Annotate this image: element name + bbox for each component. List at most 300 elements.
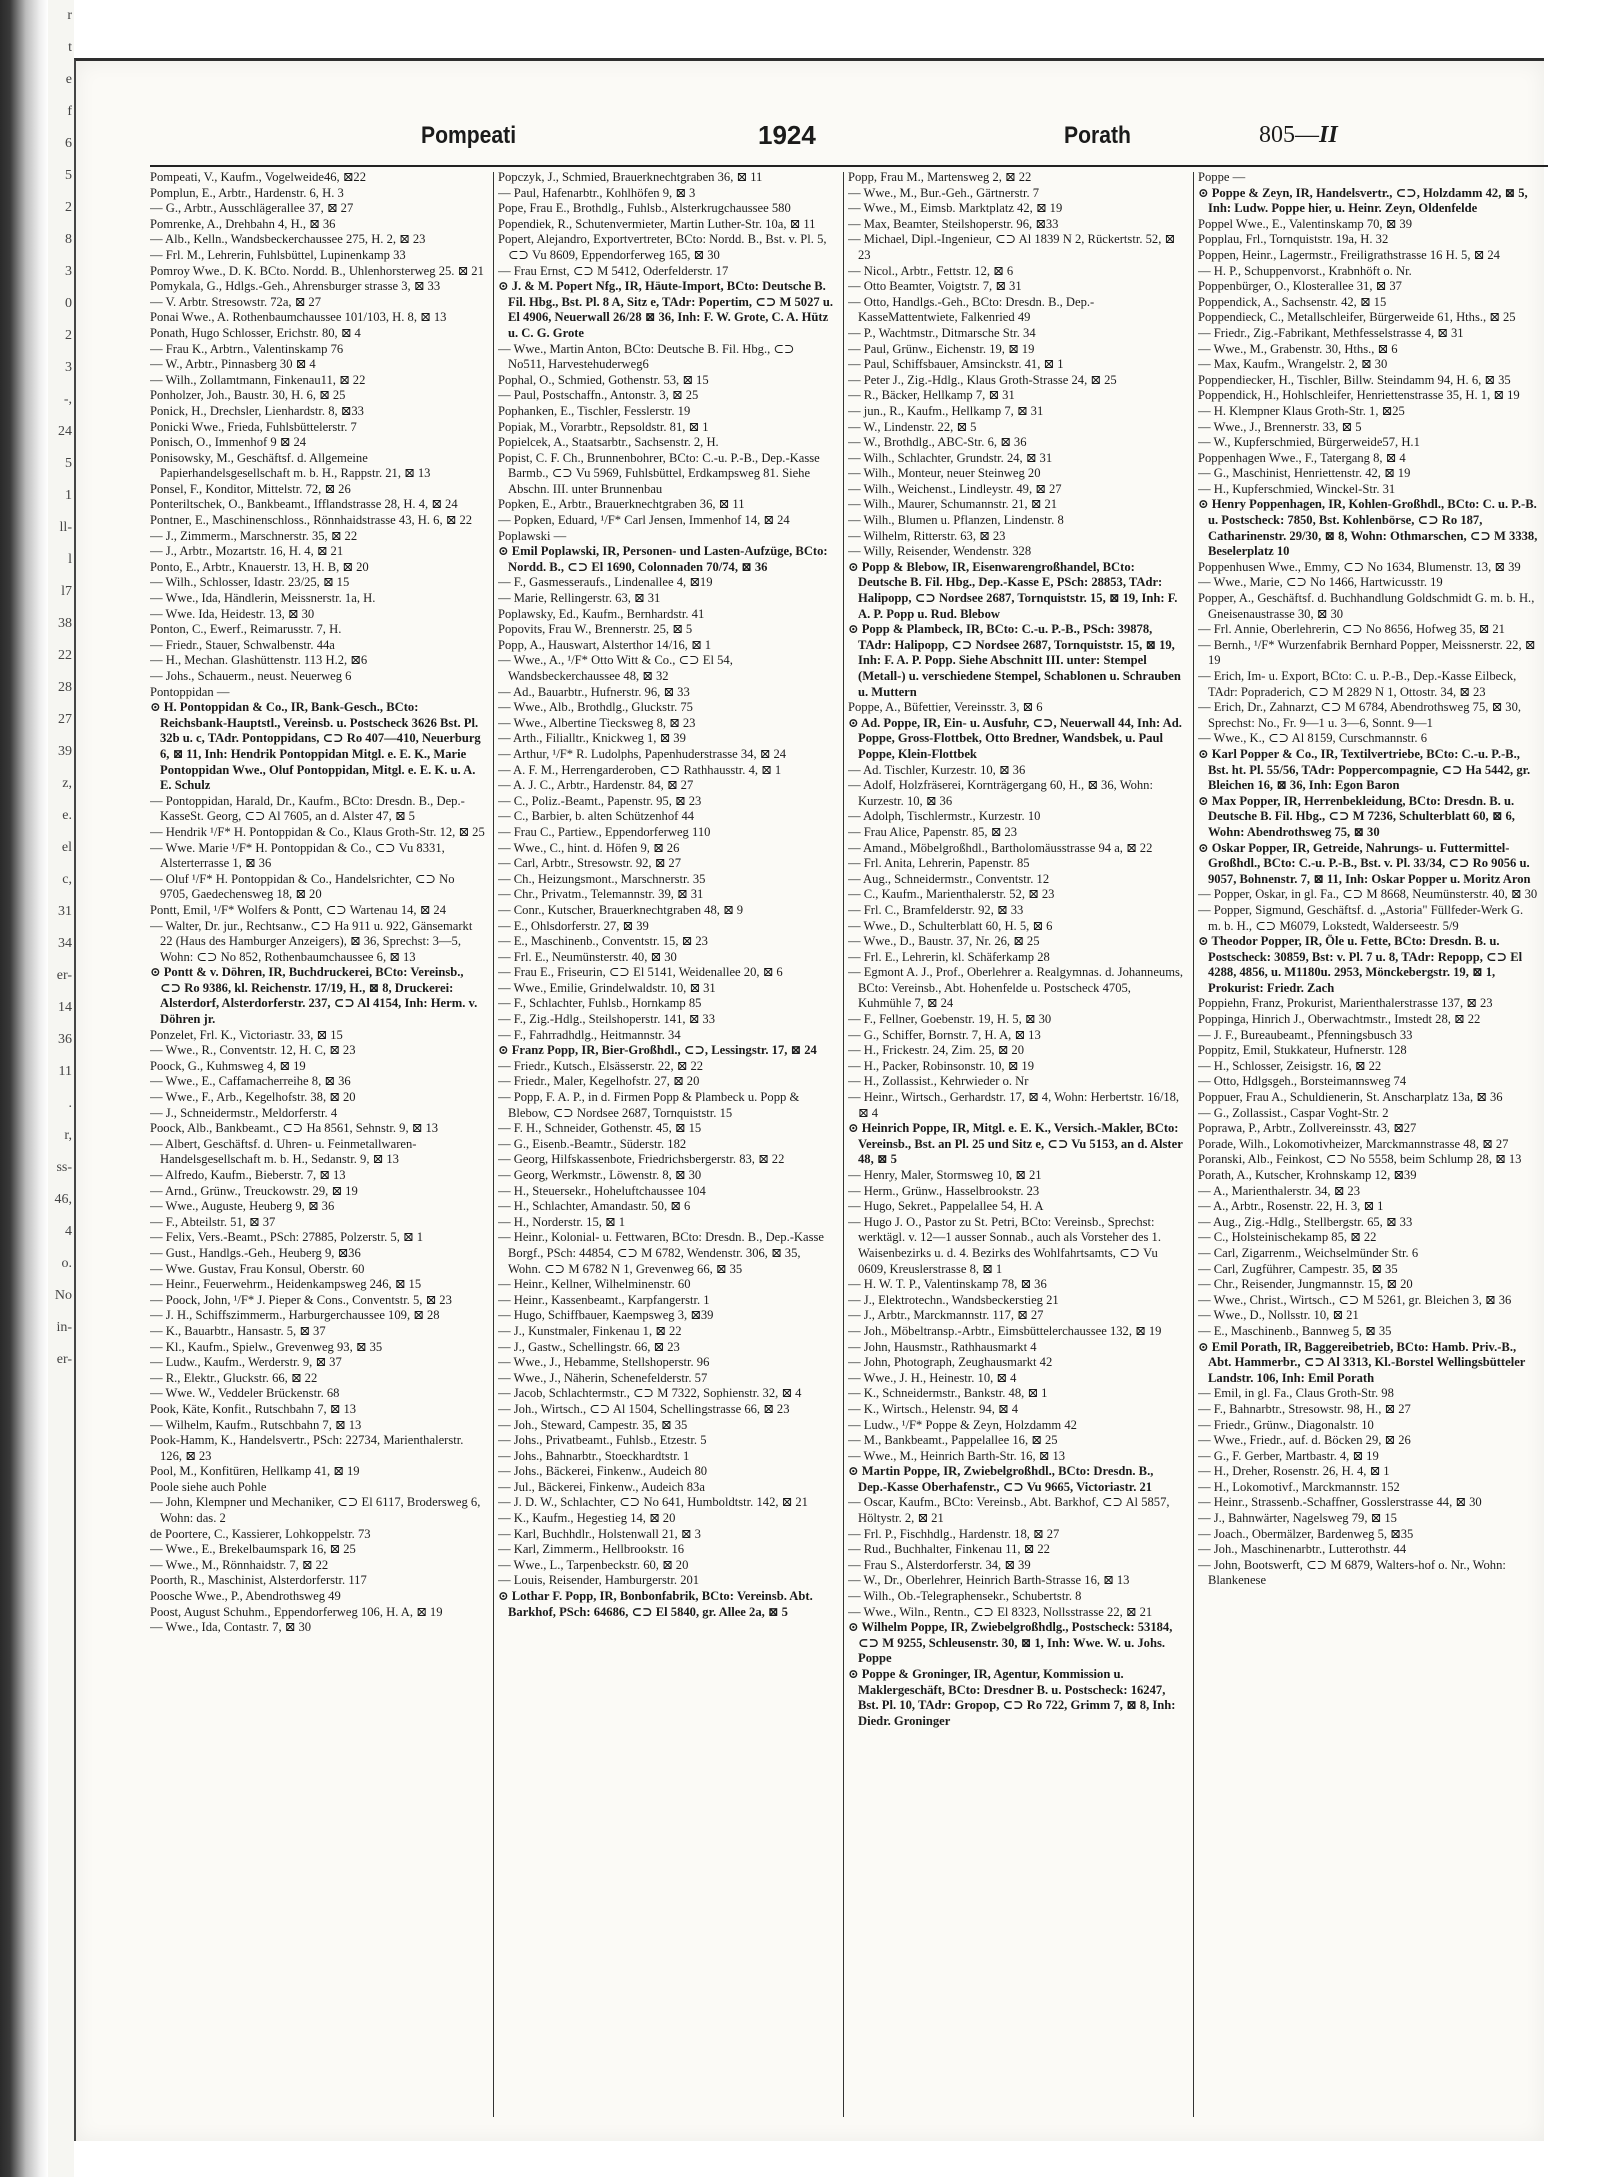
edge-fragment: 2: [65, 200, 72, 215]
directory-entry: — Wwe., Martin Anton, BCto: Deutsche B. Fil. Hbg., ⊂⊃ No511, Harvestehuderweg6: [498, 341, 795, 372]
directory-entry: — G., Eisenb.-Beamtr., Süderstr. 182: [498, 1136, 687, 1151]
directory-entry: Ponto, E., Arbtr., Knauerstr. 13, H. B, ⊠ 20: [150, 559, 369, 574]
directory-entry: — Wilh., Weichenst., Lindleystr. 49, ⊠ 27: [848, 481, 1062, 496]
directory-entry: Pontner, E., Maschinenschloss., Rönnhaidstrasse 43, H. 6, ⊠ 22: [150, 513, 473, 528]
directory-entry: — Kl., Kaufm., Spielw., Grevenweg 93, ⊠ 35: [150, 1339, 383, 1354]
edge-fragment: el: [61, 840, 72, 855]
directory-entry: — Chr., Privatm., Telemannstr. 39, ⊠ 31: [498, 887, 704, 902]
edge-fragment: in-: [56, 1320, 72, 1335]
directory-entry: — Heinr., Kassenbeamt., Karpfangerstr. 1: [498, 1292, 710, 1307]
directory-entry: Poosche Wwe., P., Abendrothsweg 49: [150, 1589, 341, 1604]
edge-fragment: 2: [65, 328, 72, 343]
directory-entry: Pool, M., Konfitüren, Hellkamp 41, ⊠ 19: [150, 1464, 360, 1479]
directory-entry: — Max, Beamter, Steilshoperstr. 96, ⊠33: [848, 216, 1059, 231]
directory-entry: — W., Kupferschmied, Bürgerweide57, H.1: [1198, 435, 1420, 450]
edge-fragment: t: [68, 40, 72, 55]
directory-entry: — H., Schlosser, Zeisigstr. 16, ⊠ 22: [1198, 1058, 1382, 1073]
directory-entry: ⊙ Max Popper, IR, Herrenbekleidung, BCto: Dresdn. B. u. Deutsche B. Fil. Hbg., ⊂⊃ M 7236, Schulterblatt 60, ⊠ 6, Wohn: Abendrothsweg 75, ⊠ 30: [1198, 793, 1515, 839]
edge-fragment: 28: [58, 680, 72, 695]
directory-entry: — Wwe., D., Nollsstr. 10, ⊠ 21: [1198, 1308, 1359, 1323]
directory-entry: — Johs., Schauerm., neust. Neuerweg 6: [150, 669, 352, 683]
directory-entry: — F., Gasmesseraufs., Lindenallee 4, ⊠19: [498, 575, 713, 590]
directory-entry: — Ludw., Kaufm., Werderstr. 9, ⊠ 37: [150, 1355, 342, 1370]
directory-entry: Popp, Frau M., Martensweg 2, ⊠ 22: [848, 170, 1032, 184]
book-binding: [0, 0, 48, 2177]
directory-entry: ⊙ Emil Porath, IR, Baggereibetrieb, BCto: Hamb. Priv.-B., Abt. Hammerbr., ⊂⊃ Al 3313, Kl.-Borstel Wellingsbütteler Landstr. 106, Inh: Emil Porath: [1198, 1339, 1526, 1385]
directory-entry: Poock, Alb., Bankbeamt., ⊂⊃ Ha 8561, Sehnstr. 9, ⊠ 13: [150, 1121, 439, 1136]
directory-entry: — H. P., Schuppenvorst., Krabnhöft o. Nr.: [1198, 263, 1412, 278]
directory-entry: — Alfredo, Kaufm., Bieberstr. 7, ⊠ 13: [150, 1168, 346, 1182]
directory-entry: — Wwe., J. H., Heinestr. 10, ⊠ 4: [848, 1370, 1017, 1385]
directory-entry: — Otto, Handlgs.-Geh., BCto: Dresdn. B., Dep.-KasseMattentwiete, Falkenried 49: [848, 294, 1095, 325]
directory-entry: ⊙ Poppe & Groninger, IR, Agentur, Kommission u. Maklergeschäft, BCto: Dresdner B. u. Postscheck: 16247, Bst. Pl. 10, TAdr: Gropop, ⊂⊃ Ro 722, Grimm 7, ⊠ 8, Inh: Diedr. Groninger: [848, 1667, 1176, 1728]
directory-entry: Poppendick, A., Sachsenstr. 42, ⊠ 15: [1198, 294, 1387, 309]
directory-entry: Ponick, H., Drechsler, Lienhardstr. 8, ⊠33: [150, 403, 364, 418]
directory-entry: — K., Schneidermstr., Bankstr. 48, ⊠ 1: [848, 1386, 1048, 1401]
directory-entry: Poppiehn, Franz, Prokurist, Marienthalerstrasse 137, ⊠ 23: [1198, 996, 1493, 1011]
edge-fragment: o.: [61, 1256, 72, 1271]
directory-entry: Popken, E., Arbtr., Brauerknechtgraben 36, ⊠ 11: [498, 497, 745, 512]
header-rule: [150, 165, 1548, 167]
directory-entry: — Wwe., L., Tarpenbeckstr. 60, ⊠ 20: [498, 1557, 689, 1572]
directory-entry: — P., Wachtmstr., Ditmarsche Str. 34: [848, 325, 1036, 340]
directory-entry: — Wwe., D., Schulterblatt 60, H. 5, ⊠ 6: [848, 918, 1053, 933]
directory-entry: — Bernh., ¹/F* Wurzenfabrik Bernhard Popper, Meissnerstr. 22, ⊠ 19: [1198, 637, 1536, 668]
directory-entry: ⊙ Emil Poplawski, IR, Personen- und Lasten-Aufzüge, BCto: Nordd. B., ⊂⊃ El 1690, Colonnaden 70/74, ⊠ 36: [498, 544, 828, 574]
directory-entry: Poppen, Heinr., Lagermstr., Freiligrathstrasse 16 H. 5, ⊠ 24: [1198, 247, 1500, 262]
directory-entry: Ponisch, O., Immenhof 9 ⊠ 24: [150, 435, 307, 450]
directory-entry: Popp, A., Hauswart, Alsterthor 14/16, ⊠ 1: [498, 637, 712, 652]
directory-entry: — Wwe., Christ., Wirtsch., ⊂⊃ M 5261, gr. Bleichen 3, ⊠ 36: [1198, 1292, 1512, 1307]
directory-entry: ⊙ Henry Poppenhagen, IR, Kohlen-Großhdl., BCto: C. u. P.-B. u. Postscheck: 7850, Bst. Kohlenbörse, ⊂⊃ Ro 187, Catharinenstr. 29/30, ⊠ 8, Wohn: Othmarschen, ⊂⊃ M 3338, Beselerplatz 10: [1198, 497, 1538, 559]
directory-entry: — E., Maschinenb., Bannweg 5, ⊠ 35: [1198, 1323, 1392, 1338]
directory-entry: Pomplun, E., Arbtr., Hardenstr. 6, H. 3: [150, 185, 344, 200]
directory-entry: — F. H., Schneider, Gothenstr. 45, ⊠ 15: [498, 1121, 702, 1136]
directory-entry: — John, Hausmstr., Rathhausmarkt 4: [848, 1339, 1037, 1354]
directory-entry: — Arnd., Grünw., Treuckowstr. 29, ⊠ 19: [150, 1183, 358, 1198]
header-year: 1924: [758, 120, 816, 150]
directory-entry: ⊙ Oskar Popper, IR, Getreide, Nahrungs- u. Futtermittel-Großhdl., BCto: C.-u. P.-B., Bst. v. Pl. 33/34, ⊂⊃ Ro 9056 u. 9057, Bohnenstr. 7, ⊠ 11, Inh: Oskar Popper u. Moritz Aron: [1198, 840, 1531, 886]
directory-entry: Ponsel, F., Konditor, Mittelstr. 72, ⊠ 26: [150, 481, 351, 496]
directory-entry: ⊙ Poppe & Zeyn, IR, Handelsvertr., ⊂⊃, Holzdamm 42, ⊠ 5, Inh: Ludw. Poppe hier, u. Heinr. Zeyn, Oldenfelde: [1198, 185, 1528, 216]
directory-entry: — Wwe., M., Heinrich Barth-Str. 16, ⊠ 13: [848, 1448, 1066, 1463]
directory-entry: — Ludw., ¹/F* Poppe & Zeyn, Holzdamm 42: [848, 1417, 1077, 1432]
directory-entry: Pontt, Emil, ¹/F* Wolfers & Pontt, ⊂⊃ Wartenau 14, ⊠ 24: [150, 902, 447, 917]
directory-entry: — Wwe., J., Hebamme, Stellshoperstr. 96: [498, 1355, 710, 1370]
edge-fragment: -,: [63, 392, 72, 407]
directory-entry: — Wwe., E., Brekelbaumspark 16, ⊠ 25: [150, 1542, 356, 1557]
directory-entry: Ponzelet, Frl. K., Victoriastr. 33, ⊠ 15: [150, 1027, 343, 1042]
directory-entry: — C., Barbier, b. alten Schützenhof 44: [498, 809, 695, 824]
directory-entry: — Friedr., Stauer, Schwalbenstr. 44a: [150, 637, 335, 652]
directory-entry: — Karl, Buchhdlr., Holstenwall 21, ⊠ 3: [498, 1526, 701, 1541]
directory-entry: — Wwe., K., ⊂⊃ Al 8159, Curschmannstr. 6: [1198, 731, 1428, 746]
directory-entry: Poost, August Schuhm., Eppendorferweg 106, H. A, ⊠ 19: [150, 1604, 443, 1619]
directory-entry: Ponicki Wwe., Frieda, Fuhlsbüttelerstr. 7: [150, 419, 357, 434]
directory-entry: — Wwe., M., Rönnhaidstr. 7, ⊠ 22: [150, 1557, 329, 1572]
directory-entry: — Frl. E., Neumünsterstr. 40, ⊠ 30: [498, 949, 677, 964]
directory-entry: — Hugo, Schiffbauer, Kaempsweg 3, ⊠39: [498, 1308, 714, 1323]
header-left-keyword: Pompeati: [421, 122, 517, 149]
directory-entry: — Frl. Annie, Oberlehrerin, ⊂⊃ No 8656, Hofweg 35, ⊠ 21: [1198, 622, 1505, 637]
directory-entry: Poock, G., Kuhmsweg 4, ⊠ 19: [150, 1058, 306, 1073]
directory-entry: ⊙ Heinrich Poppe, IR, Mitgl. e. E. K., Versich.-Makler, BCto: Vereinsb., Bst. an Pl. 25 und Sitz e, ⊂⊃ Vu 5153, an d. Alster 48, ⊠ 5: [848, 1121, 1183, 1167]
directory-entry: — Wilh., Schlosser, Idastr. 23/25, ⊠ 15: [150, 575, 350, 590]
directory-entry: — Wilhelm, Ritterstr. 63, ⊠ 23: [848, 528, 1006, 543]
directory-entry: — G., Zollassist., Caspar Voght-Str. 2: [1198, 1105, 1389, 1120]
directory-entry: — Egmont A. J., Prof., Oberlehrer a. Realgymnas. d. Johanneums, BCto: Vereinsb., Abt. Hohenfelde u. Postscheck 4705, Kuhmühle 7, ⊠ 24: [848, 965, 1184, 1011]
directory-entry: — Wwe., Friedr., auf. d. Böcken 29, ⊠ 26: [1198, 1433, 1411, 1448]
directory-entry: — Frau Alice, Papenstr. 85, ⊠ 23: [848, 824, 1018, 839]
directory-entry: — W., Arbtr., Pinnasberg 30 ⊠ 4: [150, 357, 316, 372]
directory-entry: ⊙ Ad. Poppe, IR, Ein- u. Ausfuhr, ⊂⊃, Neuerwall 44, Inh: Ad. Poppe, Gross-Flottbek, Otto Bredner, Wandsbek, u. Paul Poppe, Klein-Flottbek: [848, 715, 1182, 761]
directory-entry: — H., Dreher, Rosenstr. 26, H. 4, ⊠ 1: [1198, 1464, 1390, 1479]
directory-entry: — Herm., Grünw., Hasselbrookstr. 23: [848, 1183, 1040, 1198]
directory-entry: — Carl, Zigarrenm., Weichselmünder Str. 6: [1198, 1245, 1419, 1260]
directory-entry: — G., Schiffer, Bornstr. 7, H. A, ⊠ 13: [848, 1027, 1041, 1042]
directory-entry: ⊙ H. Pontoppidan & Co., IR, Bank-Gesch., BCto: Reichsbank-Hauptstl., Vereinsb. u. Postscheck 3626 Bst. Pl. 32b u. c, TAdr. Pontoppidans, ⊂⊃ Ro 407—410, Neuerburg 6, ⊠ 11, Inh: Hendrik Pontoppidan Mitgl. e. E. K., Marie Pontoppidan Wwe., Oluf Pontoppidan, Mitgl. e. E. K. u. A. E. Schulz: [150, 700, 481, 793]
directory-entry: Pophanken, E., Tischler, Fesslerstr. 19: [498, 403, 691, 418]
directory-entry: — Wilh., Monteur, neuer Steinweg 20: [848, 466, 1041, 481]
directory-entry: — Popken, Eduard, ¹/F* Carl Jensen, Immenhof 14, ⊠ 24: [498, 513, 790, 528]
edge-fragment: 14: [58, 1000, 72, 1015]
directory-entry: — Otto Beamter, Voigtstr. 7, ⊠ 31: [848, 279, 1022, 294]
directory-entry: — Arthur, ¹/F* R. Ludolphs, Papenhuderstrasse 34, ⊠ 24: [498, 746, 787, 761]
directory-entry: — Jacob, Schlachtermstr., ⊂⊃ M 7322, Sophienstr. 32, ⊠ 4: [498, 1386, 802, 1401]
directory-entry: — Louis, Reisender, Hamburgerstr. 201: [498, 1573, 700, 1588]
directory-entry: — Marie, Rellingerstr. 63, ⊠ 31: [498, 591, 661, 606]
directory-entry: — J., Bahnwärter, Nagelsweg 79, ⊠ 15: [1198, 1511, 1397, 1526]
edge-fragment: 34: [58, 936, 72, 951]
directory-entry: — J., Arbtr., Marckmannstr. 117, ⊠ 27: [848, 1308, 1044, 1323]
directory-entry: — Friedr., Grünw., Diagonalstr. 10: [1198, 1417, 1374, 1432]
directory-entry: — Amand., Möbelgroßhdl., Bartholomäusstrasse 94 a, ⊠ 22: [848, 840, 1153, 855]
directory-entry: — Wwe., Auguste, Heuberg 9, ⊠ 36: [150, 1199, 335, 1214]
directory-entry: — J., Schneidermstr., Meldorferstr. 4: [150, 1105, 338, 1120]
directory-entry: — Frau C., Partiew., Eppendorferweg 110: [498, 824, 711, 839]
directory-entry: — Poock, John, ¹/F* J. Pieper & Cons., Conventstr. 5, ⊠ 23: [150, 1292, 452, 1307]
edge-fragment: er-: [56, 968, 72, 983]
directory-entry: ⊙ Franz Popp, IR, Bier-Großhdl., ⊂⊃, Lessingstr. 17, ⊠ 24: [498, 1043, 817, 1058]
directory-entry: — J. F., Bureaubeamt., Pfenningsbusch 33: [1198, 1027, 1413, 1042]
page-header: [74, 118, 1542, 158]
directory-entry: — Wwe., Albertine Tiecksweg 8, ⊠ 23: [498, 715, 696, 730]
directory-entry: — A. F. M., Herrengarderoben, ⊂⊃ Rathhausstr. 4, ⊠ 1: [498, 762, 782, 777]
directory-entry: Pophal, O., Schmied, Gothenstr. 53, ⊠ 15: [498, 372, 709, 387]
directory-entry: — J., Arbtr., Mozartstr. 16, H. 4, ⊠ 21: [150, 544, 344, 559]
directory-entry: — Aug., Schneidermstr., Conventstr. 12: [848, 871, 1050, 886]
directory-entry: — H., Frickestr. 24, Zim. 25, ⊠ 20: [848, 1043, 1025, 1058]
directory-entry: Poppendieck, C., Metallschleifer, Bürgerweide 61, Hths., ⊠ 25: [1198, 310, 1516, 325]
directory-entry: — H., Zollassist., Kehrwieder o. Nr: [848, 1074, 1029, 1089]
directory-entry: — J., Elektrotechn., Wandsbeckerstieg 21: [848, 1292, 1059, 1307]
directory-entry: — Johs., Bäckerei, Finkenw., Audeich 80: [498, 1464, 708, 1479]
edge-fragment: er-: [56, 1352, 72, 1367]
edge-fragment: 27: [58, 712, 72, 727]
directory-entry: — Willy, Reisender, Wendenstr. 328: [848, 544, 1032, 559]
directory-entry: — Frau E., Friseurin, ⊂⊃ El 5141, Weidenallee 20, ⊠ 6: [498, 965, 783, 980]
directory-entry: — Carl, Zugführer, Campestr. 35, ⊠ 35: [1198, 1261, 1398, 1276]
directory-entry: — Rud., Buchhalter, Finkenau 11, ⊠ 22: [848, 1542, 1050, 1557]
directory-entry: Popert, Alejandro, Exportvertreter, BCto: Nordd. B., Bst. v. Pl. 5, ⊂⊃ Vu 8609, Eppendorferweg 165, ⊠ 30: [498, 232, 827, 262]
directory-entry: Popiak, M., Vorarbtr., Repsoldstr. 81, ⊠ 1: [498, 419, 709, 434]
directory-entry: — Oscar, Kaufm., BCto: Vereinsb., Abt. Barkhof, ⊂⊃ Al 5857, Höltystr. 2, ⊠ 21: [848, 1495, 1170, 1526]
previous-page-edge: [48, 0, 74, 2177]
directory-entry: Pontoppidan —: [150, 684, 230, 699]
directory-entry: — Oluf ¹/F* H. Pontoppidan & Co., Handelsrichter, ⊂⊃ No 9705, Gaedechensweg 18, ⊠ 20: [150, 871, 455, 902]
directory-entry: Poppenhusen Wwe., Emmy, ⊂⊃ No 1634, Blumenstr. 13, ⊠ 39: [1198, 559, 1521, 574]
directory-entry: — J., Kunstmaler, Finkenau 1, ⊠ 22: [498, 1323, 682, 1338]
directory-entry: — Popp, F. A. P., in d. Firmen Popp & Plambeck u. Popp & Blebow, ⊂⊃ Nordsee 2687, Tornquiststr. 15: [498, 1090, 800, 1120]
header-right-keyword: Porath: [1064, 122, 1131, 149]
directory-entry: — Wilh., Zollamtmann, Finkenau11, ⊠ 22: [150, 372, 366, 387]
directory-entry: Ponath, Hugo Schlosser, Erichstr. 80, ⊠ 4: [150, 325, 361, 340]
edge-fragment: 8: [65, 232, 72, 247]
directory-entry: — H., Schlachter, Amandastr. 50, ⊠ 6: [498, 1199, 691, 1214]
edge-fragment: l: [68, 552, 72, 567]
edge-fragment: r: [67, 8, 72, 23]
directory-entry: — Wilh., Blumen u. Pflanzen, Lindenstr. 8: [848, 513, 1064, 528]
edge-fragment: f: [67, 104, 72, 119]
directory-entry: Pomroy Wwe., D. K. BCto. Nordd. B., Uhlenhorsterweg 25. ⊠ 21: [150, 263, 484, 278]
directory-entry: — Frl. P., Fischhdlg., Hardenstr. 18, ⊠ 27: [848, 1526, 1060, 1541]
directory-entry: — Carl, Arbtr., Stresowstr. 92, ⊠ 27: [498, 856, 682, 871]
directory-entry: — R., Elektr., Gluckstr. 66, ⊠ 22: [150, 1370, 318, 1385]
directory-entry: — H., Packer, Robinsonstr. 10, ⊠ 19: [848, 1058, 1035, 1073]
directory-entry: Poppenhagen Wwe., F., Tatergang 8, ⊠ 4: [1198, 450, 1406, 465]
directory-entry: ⊙ Wilhelm Poppe, IR, Zwiebelgroßhdlg., Postscheck: 53184, ⊂⊃ M 9255, Schleusenstr. 30, ⊠ 1, Inh: Wwe. W. u. Johs. Poppe: [848, 1620, 1173, 1666]
directory-entry: — Joh., Möbeltransp.-Arbtr., Eimsbüttelerchaussee 132, ⊠ 19: [848, 1323, 1162, 1338]
directory-entry: — H. Klempner Klaus Groth-Str. 1, ⊠25: [1198, 403, 1405, 418]
directory-entry: — Paul, Grünw., Eichenstr. 19, ⊠ 19: [848, 341, 1035, 356]
directory-entry: Ponton, C., Ewerf., Reimarusstr. 7, H.: [150, 622, 342, 637]
directory-entry: Popendiek, R., Schutenvermieter, Martin Luther-Str. 10a, ⊠ 11: [498, 216, 816, 231]
directory-entry: — Wilh., Maurer, Schumannstr. 21, ⊠ 21: [848, 497, 1058, 512]
directory-entry: — G., Arbtr., Ausschlägerallee 37, ⊠ 27: [150, 201, 354, 216]
directory-entry: — Heinr., Wirtsch., Gerhardstr. 17, ⊠ 4, Wohn: Herbertstr. 16/18, ⊠ 4: [848, 1090, 1180, 1120]
directory-entry: Poranski, Alb., Feinkost, ⊂⊃ No 5558, beim Schlump 28, ⊠ 13: [1198, 1152, 1522, 1167]
directory-entry: Popovits, Frau W., Brennerstr. 25, ⊠ 5: [498, 622, 693, 637]
directory-entry: — Walter, Dr. jur., Rechtsanw., ⊂⊃ Ha 911 u. 922, Gänsemarkt 22 (Haus des Hamburger Anzeigers), ⊠ 36, Sprechst: 3—5, Wohn: ⊂⊃ No 852, Rothenbaumchaussee 6, ⊠ 13: [150, 918, 473, 964]
edge-fragment: r,: [64, 1128, 72, 1143]
directory-entry: Popist, C. F. Ch., Brunnenbohrer, BCto: C.-u. P.-B., Dep.-Kasse Barmb., ⊂⊃ Vu 5969, Fuhlsbüttel, Erdkampsweg 81. Siehe Abschn. III. unter Brunnenbau: [498, 450, 820, 496]
directory-entry: — Frl. E., Lehrerin, kl. Schäferkamp 28: [848, 949, 1050, 964]
directory-entry: — Wwe., J., Brennerstr. 33, ⊠ 5: [1198, 419, 1362, 434]
edge-fragment: 24: [58, 424, 72, 439]
directory-entry: — Chr., Reisender, Jungmannstr. 15, ⊠ 20: [1198, 1277, 1413, 1292]
directory-entry: — Wwe., Emilie, Grindelwaldstr. 10, ⊠ 31: [498, 980, 716, 995]
edge-fragment: 3: [65, 360, 72, 375]
directory-entry: — F., Schlachter, Fuhlsb., Hornkamp 85: [498, 996, 702, 1011]
directory-entry: — Max, Kaufm., Wrangelstr. 2, ⊠ 30: [1198, 357, 1388, 372]
directory-entry: — Adolf, Holzfräserei, Kornträgergang 60, H., ⊠ 36, Wohn: Kurzestr. 10, ⊠ 36: [848, 778, 1153, 808]
directory-entry: — Wwe., M., Eimsb. Marktplatz 42, ⊠ 19: [848, 201, 1063, 216]
directory-entry: — M., Bankbeamt., Pappelallee 16, ⊠ 25: [848, 1433, 1058, 1448]
directory-entry: Pomykala, G., Hdlgs.-Geh., Ahrensburger strasse 3, ⊠ 33: [150, 279, 441, 294]
edge-fragment: 38: [58, 616, 72, 631]
directory-entry: Poppitz, Emil, Stukkateur, Hufnerstr. 128: [1198, 1043, 1407, 1058]
edge-fragment: .: [68, 1096, 72, 1111]
directory-entry: Pook-Hamm, K., Handelsvertr., PSch: 22734, Marienthalerstr. 126, ⊠ 23: [150, 1433, 464, 1463]
directory-entry: — J. H., Schiffszimmerm., Harburgerchaussee 109, ⊠ 28: [150, 1308, 440, 1323]
directory-entry: — F., Abteilstr. 51, ⊠ 37: [150, 1214, 276, 1229]
edge-fragment: 11: [58, 1064, 72, 1079]
directory-entry: — Joach., Obermälzer, Bardenweg 5, ⊠35: [1198, 1526, 1414, 1541]
edge-fragment: 3: [65, 264, 72, 279]
directory-entry: — K., Bauarbtr., Hansastr. 5, ⊠ 37: [150, 1323, 326, 1338]
directory-entry: — Hendrik ¹/F* H. Pontoppidan & Co., Klaus Groth-Str. 12, ⊠ 25: [150, 824, 485, 839]
directory-entry: — Paul, Postschaffn., Antonstr. 3, ⊠ 25: [498, 388, 699, 403]
directory-entry: — Hugo J. O., Pastor zu St. Petri, BCto: Vereinsb., Sprechst: werktägl. v. 12—1 ausser Sonnab., auch als Vorsteher des 1. Waisenbezirks u. d. 4. Bezirks des Wohlfahrtsamts, ⊂⊃ Vu 0609, Kreuslerstrasse 8, ⊠ 1: [848, 1214, 1162, 1276]
directory-entry: — A., Marienthalerstr. 34, ⊠ 23: [1198, 1183, 1361, 1198]
directory-entry: — W., Brothdlg., ABC-Str. 6, ⊠ 36: [848, 435, 1027, 450]
directory-entry: — K., Wirtsch., Helenstr. 94, ⊠ 4: [848, 1401, 1019, 1416]
directory-entry: — K., Kaufm., Hegestieg 14, ⊠ 20: [498, 1511, 676, 1526]
directory-entry: — Wwe., Alb., Brothdlg., Gluckstr. 75: [498, 700, 693, 715]
directory-entry: — A. J. C., Arbtr., Hardenstr. 84, ⊠ 27: [498, 778, 694, 793]
directory-entry: Ponisowsky, M., Geschäftsf. d. Allgemeine Papierhandelsgesellschaft m. b. H., Rappstr. 21, ⊠ 13: [150, 450, 431, 481]
directory-entry: — Wwe., Marie, ⊂⊃ No 1466, Hartwicusstr. 19: [1198, 575, 1443, 590]
directory-entry: — Wwe., Ida, Contastr. 7, ⊠ 30: [150, 1620, 312, 1635]
directory-entry: Popplau, Frl., Tornquiststr. 19a, H. 32: [1198, 232, 1389, 247]
directory-entry: — Popper, Sigmund, Geschäftsf. d. „Astoria" Füllfeder-Werk G. m. b. H., ⊂⊃ M6079, Lokstedt, Walderseestr. 5/9: [1198, 902, 1524, 933]
directory-entry: Poprawa, P., Arbtr., Zollvereinsstr. 43, ⊠27: [1198, 1121, 1417, 1136]
directory-entry: — Ch., Heizungsmont., Marschnerstr. 35: [498, 871, 706, 886]
directory-entry: — F., Bahnarbtr., Stresowstr. 98, H., ⊠ 27: [1198, 1401, 1411, 1416]
directory-entry: Poppenbürger, O., Klosterallee 31, ⊠ 37: [1198, 279, 1402, 294]
directory-entry: — Erich, Im- u. Export, BCto: C. u. P.-B., Dep.-Kasse Eilbeck, TAdr: Popraderich, ⊂⊃ M 2829 N 1, Ottostr. 34, ⊠ 23: [1198, 669, 1517, 699]
directory-entry: — Gust., Handlgs.-Geh., Heuberg 9, ⊠36: [150, 1245, 361, 1260]
directory-entry: — Johs., Privatbeamt., Fuhlsb., Etzestr. 5: [498, 1433, 707, 1448]
directory-entry: — Aug., Zig.-Hdlg., Stellbergstr. 65, ⊠ 33: [1198, 1214, 1413, 1229]
directory-entry: — Friedr., Kutsch., Elsässerstr. 22, ⊠ 22: [498, 1058, 704, 1073]
directory-entry: — Wwe., E., Caffamacherreihe 8, ⊠ 36: [150, 1074, 351, 1089]
directory-entry: Pope, Frau E., Brothdlg., Fuhlsb., Alsterkrugchaussee 580: [498, 201, 791, 216]
directory-entry: — H., Lokomotivf., Marckmannstr. 152: [1198, 1479, 1400, 1494]
directory-entry: ⊙ Pontt & v. Döhren, IR, Buchdruckerei, BCto: Vereinsb., ⊂⊃ Ro 9386, kl. Reichenstr. 17/19, H., ⊠ 8, Druckerei: Alsterdorf, Alsterdorferstr. 237, ⊂⊃ Al 4154, Inh: Herm. v. Döhren jr.: [150, 965, 478, 1027]
directory-entry: — Joh., Wirtsch., ⊂⊃ Al 1504, Schellingstrasse 66, ⊠ 23: [498, 1401, 790, 1416]
directory-entry: — Frl. C., Bramfelderstr. 92, ⊠ 33: [848, 902, 1024, 917]
directory-column-2: [498, 170, 834, 2120]
directory-entry: ⊙ Lothar F. Popp, IR, Bonbonfabrik, BCto: Vereinsb. Abt. Barkhof, PSch: 64686, ⊂⊃ El 5840, gr. Allee 2a, ⊠ 5: [498, 1589, 813, 1619]
page-number: 805—II: [1259, 122, 1338, 148]
directory-entry: — Adolph, Tischlermstr., Kurzestr. 10: [848, 809, 1041, 824]
directory-entry: — V. Arbtr. Stresowstr. 72a, ⊠ 27: [150, 294, 322, 309]
directory-entry: Poorth, R., Maschinist, Alsterdorferstr. 117: [150, 1573, 367, 1588]
directory-entry: — Wilh., Ob.-Telegraphensekr., Schubertstr. 8: [848, 1589, 1082, 1604]
directory-entry: — C., Kaufm., Marienthalerstr. 52, ⊠ 23: [848, 887, 1055, 902]
edge-fragment: ss-: [56, 1160, 72, 1175]
directory-entry: — W., Lindenstr. 22, ⊠ 5: [848, 419, 977, 434]
directory-entry: — Wwe., Wiln., Rentn., ⊂⊃ El 8323, Nollsstrasse 22, ⊠ 21: [848, 1604, 1153, 1619]
directory-entry: — H., Kupferschmied, Winckel-Str. 31: [1198, 481, 1396, 496]
directory-entry: — Frl. Anita, Lehrerin, Papenstr. 85: [848, 856, 1030, 871]
directory-entry: — Wwe., Ida, Händlerin, Meissnerstr. 1a, H.: [150, 591, 376, 606]
directory-entry: — Heinr., Strassenb.-Schaffner, Gosslerstrasse 44, ⊠ 30: [1198, 1495, 1482, 1510]
directory-entry: — Alb., Kelln., Wandsbeckerchaussee 275, H. 2, ⊠ 23: [150, 232, 426, 247]
directory-entry: Poppuer, Frau A., Schuldienerin, St. Anscharplatz 13a, ⊠ 36: [1198, 1090, 1503, 1105]
directory-entry: — Wwe., R., Conventstr. 12, H. C, ⊠ 23: [150, 1043, 356, 1058]
directory-columns: [150, 170, 1548, 2120]
directory-entry: — Ad., Bauarbtr., Hufnerstr. 96, ⊠ 33: [498, 684, 690, 699]
directory-entry: — Hugo, Sekret., Pappelallee 54, H. A: [848, 1199, 1044, 1214]
directory-entry: — Georg, Hilfskassenbote, Friedrichsbergerstr. 83, ⊠ 22: [498, 1152, 785, 1167]
directory-entry: Poppinga, Hinrich J., Oberwachtmstr., Imstedt 28, ⊠ 22: [1198, 1012, 1481, 1027]
directory-entry: ⊙ Karl Popper & Co., IR, Textilvertriebe, BCto: C.-u. P.-B., Bst. ht. Pl. 55/56, TAdr: Poppercompagnie, ⊂⊃ Ha 5442, gr. Bleichen 16, ⊠ 36, Inh: Egon Baron: [1198, 746, 1531, 793]
directory-entry: Poppe, A., Büfettier, Vereinsstr. 3, ⊠ 6: [848, 700, 1043, 715]
directory-entry: — W., Dr., Oberlehrer, Heinrich Barth-Strasse 16, ⊠ 13: [848, 1573, 1130, 1588]
edge-fragment: 4: [65, 1224, 72, 1239]
directory-entry: — John, Bootswerft, ⊂⊃ M 6879, Walters-hof o. Nr., Wohn: Blankenese: [1198, 1557, 1506, 1588]
directory-entry: — John, Klempner und Mechaniker, ⊂⊃ El 6117, Brodersweg 6, Wohn: das. 2: [150, 1495, 481, 1526]
directory-entry: Porath, A., Kutscher, Krohnskamp 12, ⊠39: [1198, 1168, 1417, 1182]
directory-entry: ⊙ Theodor Popper, IR, Öle u. Fette, BCto: Dresdn. B. u. Postscheck: 30859, Bst: v. Pl. 7 u. 8, TAdr: Repopp, ⊂⊃ El 4288, 4856, u. M1180u. 2953, Mönckebergstr. 19, ⊠ 1, Prokurist: Friedr. Zach: [1198, 934, 1523, 995]
directory-entry: — Emil, in gl. Fa., Claus Groth-Str. 98: [1198, 1386, 1394, 1401]
directory-entry: Pook, Käte, Konfit., Rutschbahn 7, ⊠ 13: [150, 1401, 357, 1416]
directory-entry: de Poortere, C., Kassierer, Lohkoppelstr. 73: [150, 1526, 371, 1541]
edge-fragment: 31: [58, 904, 72, 919]
directory-entry: ⊙ J. & M. Popert Nfg., IR, Häute-Import, BCto: Deutsche B. Fil. Hbg., Bst. Pl. 8 A, Sitz e, TAdr: Popertim, ⊂⊃ M 5027 u. El 4906, Neuerwall 26/28 ⊠ 36, Inh: F. W. Grote, C. A. Hütz u. C. G. Grote: [498, 279, 833, 340]
edge-fragment: 1: [65, 488, 72, 503]
directory-entry: Pomrenke, A., Drehbahn 4, H., ⊠ 36: [150, 216, 336, 231]
directory-entry: — Pontoppidan, Harald, Dr., Kaufm., BCto: Dresdn. B., Dep.-KasseSt. Georg, ⊂⊃ Al 7605, an d. Alster 47, ⊠ 5: [150, 793, 465, 824]
directory-entry: — A., Arbtr., Rosenstr. 22, H. 3, ⊠ 1: [1198, 1199, 1384, 1214]
directory-entry: — E., Maschinenb., Conventstr. 15, ⊠ 23: [498, 934, 708, 949]
directory-entry: — Wilh., Schlachter, Grundstr. 24, ⊠ 31: [848, 450, 1053, 465]
directory-entry: — Wwe., D., Baustr. 37, Nr. 26, ⊠ 25: [848, 934, 1040, 949]
directory-entry: — R., Bäcker, Hellkamp 7, ⊠ 31: [848, 388, 1015, 403]
edge-fragment: 36: [58, 1032, 72, 1047]
directory-entry: Poplawski —: [498, 528, 567, 543]
directory-entry: — J., Zimmerm., Marschnerstr. 35, ⊠ 22: [150, 528, 358, 543]
directory-entry: — Wwe., J., Näherin, Schenefelderstr. 57: [498, 1370, 708, 1385]
edge-fragment: 5: [65, 168, 72, 183]
directory-entry: — Wwe., A., ¹/F* Otto Witt & Co., ⊂⊃ El 54, Wandsbeckerchaussee 48, ⊠ 32: [498, 653, 733, 683]
directory-entry: — Peter J., Zig.-Hdlg., Klaus Groth-Strasse 24, ⊠ 25: [848, 372, 1117, 387]
directory-entry: Porade, Wilh., Lokomotivheizer, Marckmannstrasse 48, ⊠ 27: [1198, 1136, 1509, 1151]
directory-entry: — Wwe., M., Grabenstr. 30, Hths., ⊠ 6: [1198, 341, 1398, 356]
edge-fragment: e.: [62, 808, 72, 823]
edge-fragment: l7: [61, 584, 72, 599]
directory-entry: — Wwe. Ida, Heidestr. 13, ⊠ 30: [150, 606, 315, 621]
directory-entry: — Friedr., Zig.-Fabrikant, Methfesselstrasse 4, ⊠ 31: [1198, 325, 1464, 340]
directory-entry: — Albert, Geschäftsf. d. Uhren- u. Feinmetallwaren-Handelsgesellschaft m. b. H., Sedanstr. 9, ⊠ 13: [150, 1136, 417, 1167]
directory-entry: — Friedr., Maler, Kegelhofstr. 27, ⊠ 20: [498, 1074, 700, 1089]
directory-entry: — Michael, Dipl.-Ingenieur, ⊂⊃ Al 1839 N 2, Rückertstr. 52, ⊠ 23: [848, 232, 1176, 262]
directory-entry: — Wwe., F., Arb., Kegelhofstr. 38, ⊠ 20: [150, 1090, 356, 1105]
directory-entry: Poole siehe auch Pohle: [150, 1479, 267, 1494]
edge-fragment: 5: [65, 456, 72, 471]
directory-entry: Ponai Wwe., A. Rothenbaumchaussee 101/103, H. 8, ⊠ 13: [150, 310, 447, 325]
directory-entry: Popper, A., Geschäftsf. d. Buchhandlung Goldschmidt G. m. b. H., Gneisenaustrasse 30, ⊠ 30: [1198, 591, 1535, 621]
directory-entry: Popczyk, J., Schmied, Brauerknechtgraben 36, ⊠ 11: [498, 170, 763, 184]
directory-entry: — Popper, Oskar, in gl. Fa., ⊂⊃ M 8668, Neumünsterstr. 40, ⊠ 30: [1198, 887, 1538, 902]
directory-entry: — Johs., Bahnarbtr., Stoeckhardtstr. 1: [498, 1448, 690, 1463]
directory-entry: — Wwe. W., Veddeler Brückenstr. 68: [150, 1386, 340, 1401]
directory-entry: — Wilhelm, Kaufm., Rutschbahn 7, ⊠ 13: [150, 1417, 362, 1432]
directory-entry: ⊙ Popp & Blebow, IR, Eisenwarengroßhandel, BCto: Deutsche B. Fil. Hbg., Dep.-Kasse E, PSch: 28853, TAdr: Halipopp, ⊂⊃ Nordsee 2687, Tornquiststr. 15, ⊠ 19, Inh: F. A. P. Popp u. Rud. Blebow: [848, 559, 1178, 621]
directory-entry: Ponteriltschek, O., Bankbeamt., Ifflandstrasse 28, H. 4, ⊠ 24: [150, 497, 458, 512]
directory-entry: — Otto, Hdlgsgeh., Borsteimannsweg 74: [1198, 1074, 1407, 1089]
edge-fragment: 0: [65, 296, 72, 311]
directory-entry: — Georg, Werkmstr., Löwenstr. 8, ⊠ 30: [498, 1168, 702, 1182]
directory-entry: — Karl, Zimmerm., Hellbrookstr. 16: [498, 1542, 685, 1557]
directory-entry: — H., Norderstr. 15, ⊠ 1: [498, 1214, 626, 1229]
directory-entry: Poplawsky, Ed., Kaufm., Bernhardstr. 41: [498, 606, 705, 621]
directory-entry: ⊙ Martin Poppe, IR, Zwiebelgroßhdl., BCto: Dresdn. B., Dep.-Kasse Oberhafenstr., ⊂⊃ Vu 9665, Victoriastr. 21: [848, 1464, 1154, 1494]
directory-entry: — F., Zig.-Hdlg., Steilshoperstr. 141, ⊠ 33: [498, 1012, 715, 1027]
directory-entry: — Felix, Vers.-Beamt., PSch: 27885, Polzerstr. 5, ⊠ 1: [150, 1230, 424, 1245]
